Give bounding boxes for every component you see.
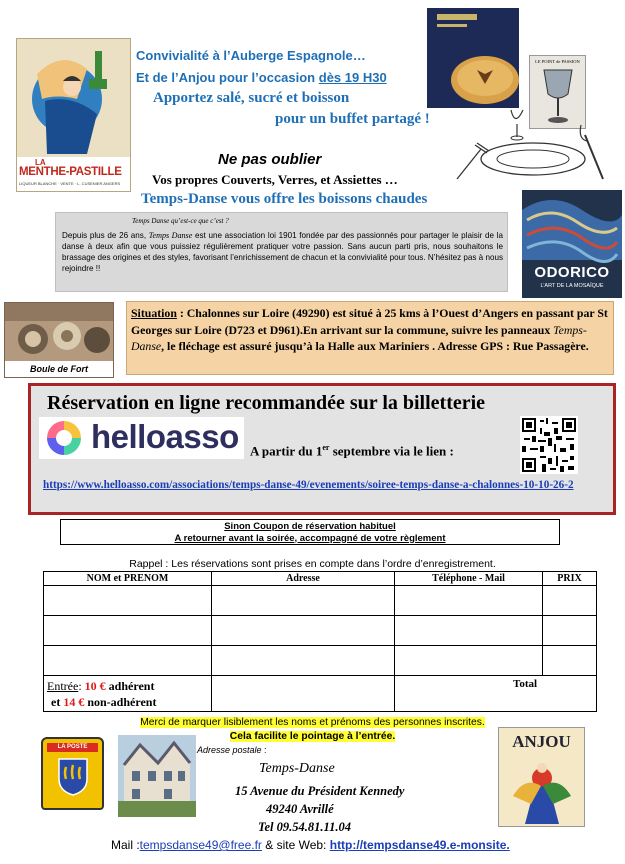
org-name: Temps-Danse (259, 761, 335, 776)
book3-title: ODORICO (534, 264, 610, 281)
intro-question: Temps Danse qu’est-ce que c’est ? (132, 217, 229, 225)
book2-title: LE POINT de PASSION (535, 59, 580, 64)
price-nonmember-label: non-adhérent (84, 694, 157, 709)
table-row (44, 616, 597, 646)
table-cell[interactable] (395, 616, 543, 646)
poster-caption: LIQUEUR BLANCHE · VENTE · L. CUSENIER ANGERS (19, 181, 121, 186)
from-text-a: A partir du 1 (250, 443, 323, 459)
table-cell[interactable] (212, 646, 395, 676)
entry-price-cell (44, 676, 212, 712)
situation-text-b: , le fléchage est assuré jusqu’à la Halle aux Mariniers . Adresse GPS : Rue Passagère. (161, 339, 589, 354)
table-cell[interactable] (212, 616, 395, 646)
book-cover-image (427, 8, 519, 108)
header-start-time: dès 19 H30 (318, 70, 387, 85)
col-header-price: PRIX (543, 572, 597, 586)
book3-subtitle: L’ART DE LA MOSAÏQUE (540, 283, 604, 289)
helloasso-logo[interactable] (39, 417, 244, 459)
la-poste-label: LA POSTE (47, 743, 98, 752)
helloasso-link[interactable]: https://www.helloasso.com/associations/temps-danse-49/evenements/soiree-temps-danse-a-chalonnes-10-10-26-2 (43, 479, 574, 491)
reminder-line-2: Temps-Danse vous offre les boissons chaudes (141, 191, 428, 207)
mail-link[interactable]: tempsdanse49@free.fr (139, 838, 262, 852)
total-cell[interactable] (395, 676, 597, 712)
odorico-book-cover (522, 190, 622, 298)
address-street: 15 Avenue du Président Kennedy (235, 784, 405, 798)
coupon-line-1: Sinon Coupon de réservation habituel (224, 521, 396, 532)
table-row (44, 586, 597, 616)
rappel-text: Rappel : Les réservations sont prises en compte dans l’ordre d’enregistrement. (129, 558, 496, 570)
table-cell[interactable] (212, 586, 395, 616)
reminder-line-1: Vos propres Couverts, Verres, et Assiettes … (152, 172, 398, 187)
address-city: 49240 Avrillé (266, 802, 334, 816)
total-label: Total (513, 678, 538, 690)
entree-label: Entrée (47, 678, 79, 693)
col-header-address: Adresse (212, 572, 395, 586)
intro-brand: Temps Danse (148, 231, 193, 240)
notes-line-1-text: Merci de marquer lisiblement les noms et prénoms des personnes inscrites. (140, 717, 485, 728)
coupon-line-2: A retourner avant la soirée, accompagné de votre règlement (174, 532, 446, 544)
table-total-row (44, 676, 597, 712)
boule-de-fort-photo (4, 302, 114, 378)
mail-label: Mail : (111, 838, 140, 852)
intro-paragraph (62, 230, 503, 274)
poster-brand: MENTHE-PASTILLE (19, 166, 122, 178)
notes-line-2-text: Cela facilite le pointage à l’entrée. (229, 731, 396, 742)
table-cell[interactable] (543, 646, 597, 676)
address-label-text: Adresse postale (197, 745, 262, 755)
helloasso-wordmark: helloasso (91, 418, 239, 455)
entree-sep: : (78, 678, 85, 693)
situation-text-a: : Chalonnes sur Loire (49290) est situé à 25 kms à l’Ouest d’Angers en passant par St Georges sur Loire (D723 et D961).En arrivant sur la commune, suivre les panneaux (131, 306, 608, 337)
price-member-label: adhérent (105, 678, 155, 693)
table-cell[interactable] (543, 586, 597, 616)
reservation-from-date (250, 443, 454, 459)
table-header-row (44, 572, 597, 586)
header-line-3: Apportez salé, sucré et boisson (153, 90, 350, 106)
col-header-phone: Téléphone - Mail (395, 572, 543, 586)
reservation-box (28, 383, 616, 515)
table-cell[interactable] (395, 646, 543, 676)
intro-text-a: Depuis plus de 26 ans, (62, 231, 149, 240)
table-cell[interactable] (212, 676, 395, 712)
qr-code-icon[interactable] (520, 416, 578, 474)
header-line-4: pour un buffet partagé ! (275, 111, 430, 127)
table-cell[interactable] (543, 616, 597, 646)
house-photo (118, 735, 196, 817)
anjou-poster (498, 727, 585, 827)
col-header-name: NOM et PRENOM (44, 572, 212, 586)
header-line-1: Convivialité à l’Auberge Espagnole… (136, 48, 366, 63)
price-nonmember: 14 € (63, 694, 85, 709)
address-phone: Tel 09.54.81.11.04 (258, 820, 351, 834)
poster-brand-small: LA (35, 158, 46, 167)
header-line-2-text: Et de l’Anjou pour l’occasion (136, 70, 319, 85)
header-line-2 (136, 70, 387, 85)
reservation-table (43, 571, 597, 712)
table-cell[interactable] (44, 616, 212, 646)
coupon-box (60, 519, 560, 545)
intro-text-b: est une association loi 1901 fondée par des passionnés pour partager le plaisir de la danse à deux afin que vous puissiez régulièrement pratiquer votre passion. Sans aucun parti pris, nous souhaitons le brassage des origines et des styles, favorisant l’enrichissement de chacun et la convivialité pour tous. N’hésitez pas à nous rejoindre !! (62, 231, 503, 273)
situation-label: Situation (131, 306, 177, 320)
address-colon: : (261, 745, 267, 755)
reservation-title: Réservation en ligne recommandée sur la billetterie (47, 392, 486, 414)
price2-prefix: et (51, 694, 64, 709)
site-link[interactable]: http://tempsdanse49.e-monsite. (329, 838, 510, 852)
boule-label: Boule de Fort (5, 361, 113, 377)
contact-line (111, 838, 510, 852)
helloasso-ring-icon (47, 421, 81, 455)
anjou-label: ANJOU (512, 732, 571, 751)
price-member: 10 € (84, 678, 106, 693)
reminder-title: Ne pas oublier (218, 151, 322, 168)
cutlery-plate-icon (453, 105, 608, 185)
table-cell[interactable] (44, 646, 212, 676)
site-sep: & site Web: (261, 838, 330, 852)
address-label (197, 745, 267, 755)
table-row (44, 646, 597, 676)
from-text-b: septembre via le lien : (329, 443, 454, 459)
table-cell[interactable] (395, 586, 543, 616)
la-poste-mailbox-icon (41, 737, 104, 810)
situation-box (126, 301, 614, 375)
table-cell[interactable] (44, 586, 212, 616)
from-sup: er (322, 443, 330, 452)
association-intro-box (55, 212, 508, 292)
menthe-pastille-poster (16, 38, 131, 192)
situation-brand: Temps-Danse (131, 322, 587, 354)
